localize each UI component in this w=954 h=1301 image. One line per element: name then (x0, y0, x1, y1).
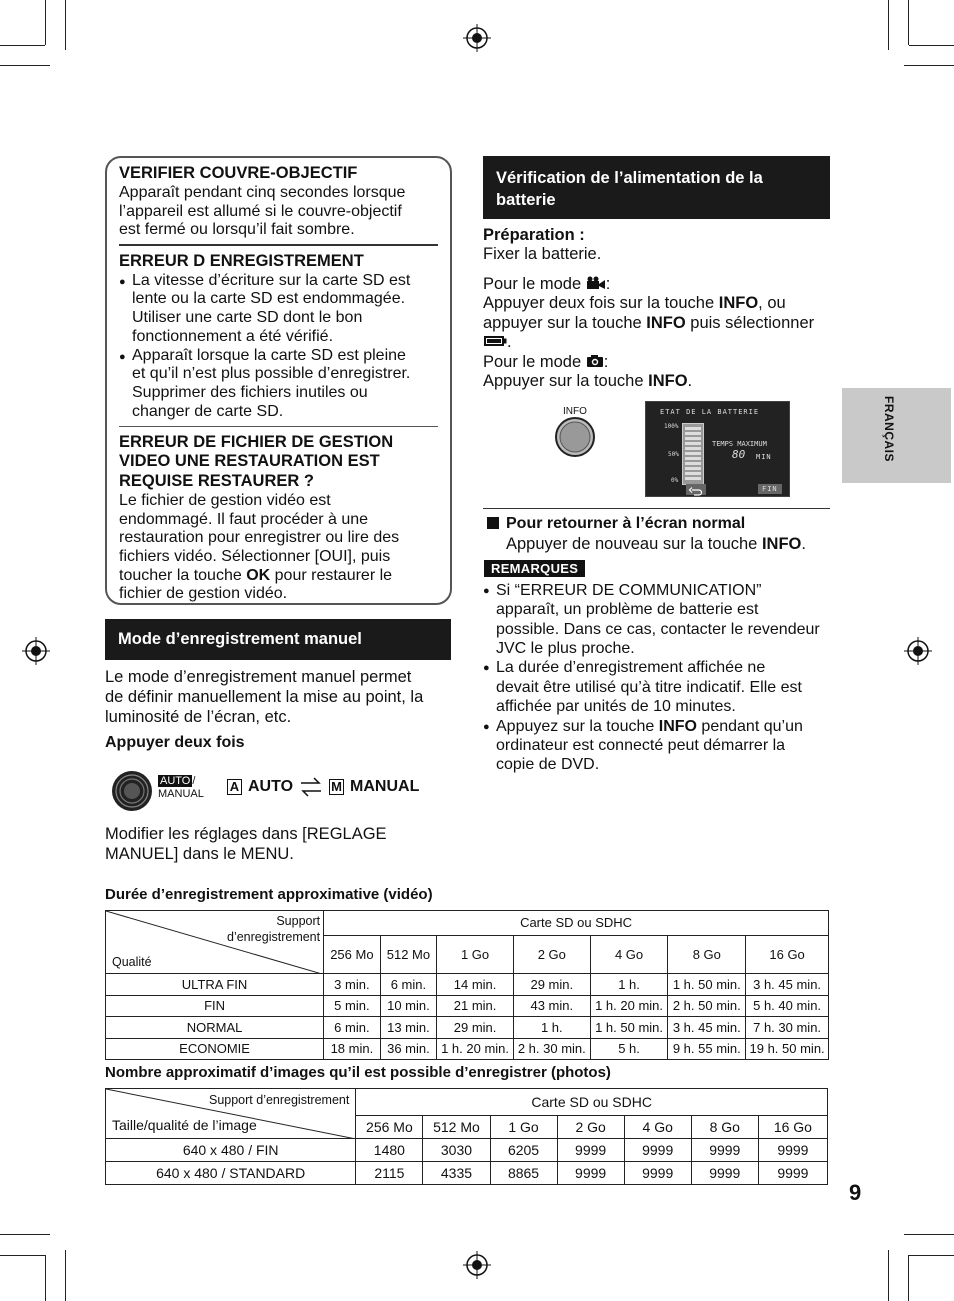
table-caption: Durée d’enregistrement approximative (vidéo) (105, 886, 433, 903)
column-header: 4 Go (590, 936, 668, 974)
text-span: Appuyez sur la touche (496, 717, 659, 735)
text-span: Appuyer deux fois sur la touche (483, 294, 719, 313)
text-span: toucher la touche (119, 566, 247, 584)
corner-cell (106, 911, 324, 974)
text-line: ● La vitesse d’écriture sur la carte SD est (132, 271, 411, 289)
row-label: 640 x 480 / FIN (106, 1139, 356, 1162)
text-line: Modifier les réglages dans [REGLAGE (105, 825, 387, 843)
ok-key-label: OK (246, 566, 271, 584)
column-header: 8 Go (668, 936, 746, 974)
crop-mark (0, 45, 45, 46)
section-heading (483, 156, 830, 219)
text-line: Le mode d’enregistrement manuel permet (105, 668, 412, 686)
text-line: de définir manuellement la mise au point, la (105, 687, 424, 706)
crop-mark (904, 1234, 954, 1235)
table-header-row (106, 1089, 828, 1116)
text-span: , ou (758, 294, 786, 313)
table-cell: 6205 (490, 1139, 557, 1162)
table-cell: 10 min. (380, 995, 437, 1017)
column-header: 2 Go (557, 1115, 624, 1138)
table-cell: 5 h. (590, 1038, 668, 1060)
text-line: changer de carte SD. (132, 402, 284, 420)
table-header-row (106, 911, 829, 936)
text-line: ● La durée d’enregistrement affichée ne (496, 659, 766, 677)
table-cell: 18 min. (324, 1038, 381, 1060)
text-line: ● Apparaît lorsque la carte SD est pleine (132, 346, 406, 364)
table-cell: 13 min. (380, 1017, 437, 1039)
auto-tag: AUTO (160, 775, 191, 787)
error-text (119, 184, 438, 240)
paragraph (105, 668, 451, 727)
instruction: Appuyer deux fois (105, 734, 245, 751)
text-line: restauration pour enregistrer ou lire des (119, 529, 400, 547)
square-bullet-icon (487, 517, 499, 529)
text-span: . (687, 372, 693, 391)
back-arrow-icon (686, 486, 706, 497)
text-line: Le fichier de gestion vidéo est (119, 491, 331, 509)
table-cell: 14 min. (437, 974, 514, 996)
error-title (119, 433, 438, 492)
battery-icon (483, 335, 507, 347)
table-cell: 7 h. 30 min. (746, 1017, 829, 1039)
text-line: REQUISE RESTAURER ? (119, 472, 314, 491)
prep-label: Préparation : (483, 226, 585, 244)
group-header: Carte SD ou SDHC (324, 911, 829, 936)
text-line: JVC le plus proche. (496, 640, 635, 658)
fin-button[interactable]: FIN (758, 484, 782, 494)
column-header: 512 Mo (380, 936, 437, 974)
registration-mark-icon (22, 637, 50, 665)
auto-manual-button-icon (110, 770, 155, 812)
text-span: . (801, 535, 806, 553)
table-cell: 29 min. (437, 1017, 514, 1039)
text-line: Support (276, 914, 321, 928)
table-cell: 9999 (557, 1162, 624, 1185)
battery-gauge (682, 423, 704, 485)
error-messages-box (105, 156, 452, 605)
text-line: d’enregistrement (227, 929, 321, 944)
table-cell: 5 h. 40 min. (746, 995, 829, 1017)
minutes-unit: MIN (756, 453, 772, 461)
text-line: MANUEL] dans le MENU. (105, 844, 294, 863)
divider (483, 508, 830, 509)
video-camera-icon (586, 276, 606, 290)
text-line: Apparaît pendant cinq secondes lorsque (119, 183, 406, 201)
text-span: appuyer sur la touche (483, 313, 647, 332)
column-header: 4 Go (624, 1115, 691, 1138)
language-tab (842, 388, 951, 483)
error-title: ERREUR D ENREGISTREMENT (119, 251, 364, 270)
table-cell: 1480 (356, 1139, 423, 1162)
text-line (506, 535, 806, 554)
column-header: 512 Mo (423, 1115, 490, 1138)
divider (119, 244, 438, 246)
text-line: Utiliser une carte SD dont le bon (132, 309, 363, 327)
bullet-item (483, 717, 833, 775)
table-cell: 6 min. (380, 974, 437, 996)
text-line: fonctionnement a été vérifié. (132, 327, 334, 345)
table-cell: 4335 (423, 1162, 490, 1185)
text-line: l’appareil est allumé si le couvre-objectif (119, 202, 402, 220)
table-cell: 21 min. (437, 995, 514, 1017)
text-line: fichier de gestion vidéo. (119, 585, 288, 603)
battery-instructions (483, 226, 830, 392)
text-line: fichiers vidéo. Sélectionner [OUI], puis (119, 548, 391, 566)
text-line: Vérification de l’alimentation de la (496, 169, 763, 187)
text-line: ordinateur est connecté peut démarrer la (496, 736, 786, 754)
toggle-arrows-icon (299, 777, 323, 797)
text-line (119, 567, 438, 586)
info-key-label: INFO (761, 535, 802, 553)
auto-manual-label (158, 776, 204, 800)
row-label: 640 x 480 / STANDARD (106, 1162, 356, 1185)
table-cell: 3030 (423, 1139, 490, 1162)
crop-mark (0, 1255, 45, 1256)
text-line: affichée par unités de 10 minutes. (496, 698, 736, 716)
crop-mark (909, 1255, 954, 1256)
bullet-item (483, 658, 833, 716)
table-cell: 1 h. 20 min. (437, 1038, 514, 1060)
table-cell: 9 h. 55 min. (668, 1038, 746, 1060)
text-span: : (603, 352, 609, 371)
crop-mark (65, 1250, 66, 1301)
manual-label: MANUAL (350, 777, 420, 795)
info-button-icon (553, 416, 597, 458)
table-cell: 2115 (356, 1162, 423, 1185)
table-cell: 9999 (557, 1139, 624, 1162)
group-header: Carte SD ou SDHC (356, 1089, 828, 1116)
corner-top-label (227, 914, 320, 945)
row-label: ECONOMIE (106, 1038, 324, 1060)
text-span: Appuyer de nouveau sur la touche (506, 535, 762, 553)
corner-cell (106, 1089, 356, 1139)
text-line (483, 333, 830, 352)
crop-mark (45, 1255, 46, 1301)
text-line: ERREUR DE FICHIER DE GESTION (119, 432, 394, 451)
text-line: est fermé ou lorsqu’il fait sombre. (119, 221, 355, 239)
text-line: copie de DVD. (496, 756, 600, 774)
text-line: endommagé. Il faut procéder à une (119, 510, 369, 528)
bullet-item (483, 581, 833, 658)
text-line: lente ou la carte SD est endommagée. (132, 290, 406, 308)
table-cell: 5 min. (324, 995, 381, 1017)
table-cell: 2 h. 50 min. (668, 995, 746, 1017)
max-time-label: TEMPS MAXIMUM (712, 440, 767, 448)
table-cell: 1 h. (590, 974, 668, 996)
text-span: : (605, 274, 611, 293)
level-label: 50% (668, 451, 679, 458)
level-label: 100% (664, 423, 679, 430)
subheading: Pour retourner à l’écran normal (506, 515, 746, 532)
crop-mark (909, 45, 954, 46)
text-span: . (507, 333, 512, 352)
column-header: 16 Go (746, 936, 829, 974)
table-cell: 29 min. (513, 974, 590, 996)
auto-label: AUTO (248, 777, 294, 795)
table-caption: Nombre approximatif d’images qu’il est possible d’enregistrer (photos) (105, 1064, 611, 1081)
screen-title: ETAT DE LA BATTERIE (660, 408, 760, 416)
error-text (119, 492, 438, 604)
level-label: 0% (671, 477, 679, 484)
text-line: Supprimer des fichiers inutiles ou (132, 384, 368, 402)
row-label: ULTRA FIN (106, 974, 324, 996)
minutes-value: 80 (732, 448, 746, 461)
table-cell: 3 h. 45 min. (746, 974, 829, 996)
crop-mark (888, 1250, 889, 1301)
text-line: luminosité de l’écran, etc. (105, 707, 292, 726)
mode-toggle-row (227, 777, 419, 797)
page-number: 9 (849, 1180, 862, 1205)
table-row (106, 1162, 828, 1185)
table-cell: 1 h. (513, 1017, 590, 1039)
battery-status-screen (645, 401, 790, 497)
text-line: apparaît, un problème de batterie est (496, 601, 759, 619)
corner-bottom-label: Taille/qualité de l’image (112, 1117, 257, 1134)
registration-mark-icon (463, 1251, 491, 1279)
manual-tag: MANUAL (158, 788, 204, 800)
registration-mark-icon (463, 24, 491, 52)
table-cell: 1 h. 50 min. (668, 974, 746, 996)
info-button-label: INFO (563, 406, 587, 417)
crop-mark (908, 1255, 909, 1301)
slash: / (192, 775, 196, 787)
bullet-item (119, 272, 438, 347)
text-line (483, 314, 830, 333)
column-header: 16 Go (758, 1115, 827, 1138)
table-cell: 1 h. 50 min. (590, 1017, 668, 1039)
column-header: 256 Mo (324, 936, 381, 974)
registration-mark-icon (904, 637, 932, 665)
back-button[interactable] (686, 484, 706, 495)
table-row (106, 974, 829, 996)
table-row (106, 1139, 828, 1162)
info-key-label: INFO (718, 294, 759, 313)
paragraph (105, 825, 451, 865)
text-line: batterie (496, 191, 556, 210)
crop-mark (908, 0, 909, 45)
text-span: puis sélectionner (685, 313, 815, 332)
table-cell: 9999 (758, 1139, 827, 1162)
table-cell: 1 h. 20 min. (590, 995, 668, 1017)
video-recording-table (105, 910, 829, 1060)
table-cell: 9999 (624, 1139, 691, 1162)
column-header: 1 Go (490, 1115, 557, 1138)
prep-text: Fixer la batterie. (483, 245, 602, 264)
photo-camera-icon (586, 354, 604, 368)
language-label: FRANÇAIS (882, 396, 897, 462)
crop-mark (904, 65, 954, 66)
table-row (106, 1017, 829, 1039)
crop-mark (0, 1234, 50, 1235)
corner-bottom-label: Qualité (112, 955, 152, 970)
auto-mode-icon: A (227, 779, 242, 795)
table-cell: 9999 (691, 1139, 758, 1162)
table-row (106, 1038, 829, 1060)
text-span: pendant qu’un (696, 717, 803, 735)
text-span: pour restaurer le (270, 566, 393, 584)
text-span: Pour le mode (483, 274, 582, 293)
text-line (483, 294, 830, 313)
text-line: VIDEO UNE RESTAURATION EST (119, 452, 380, 471)
remarks-list (483, 581, 833, 775)
table-cell: 6 min. (324, 1017, 381, 1039)
table-cell: 8865 (490, 1162, 557, 1185)
text-line: ● Si “ERREUR DE COMMUNICATION” (496, 582, 762, 599)
column-header: 8 Go (691, 1115, 758, 1138)
text-line: devait être utilisé qu’à titre indicatif. Elle est (496, 678, 802, 696)
table-cell: 43 min. (513, 995, 590, 1017)
table-cell: 9999 (624, 1162, 691, 1185)
crop-mark (45, 0, 46, 45)
remarks-label: REMARQUES (484, 560, 585, 577)
text-line: et qu’il n’est plus possible d’enregistrer. (132, 365, 411, 383)
info-key-label: INFO (658, 717, 697, 735)
table-cell: 9999 (758, 1162, 827, 1185)
section-heading: Mode d’enregistrement manuel (105, 619, 451, 660)
photo-recording-table (105, 1088, 828, 1185)
error-title: VERIFIER COUVRE-OBJECTIF (119, 164, 358, 182)
table-cell: 3 h. 45 min. (668, 1017, 746, 1039)
divider (119, 426, 438, 427)
table-row (106, 995, 829, 1017)
text-line (483, 353, 830, 372)
crop-mark (888, 0, 889, 50)
table-cell: 9999 (691, 1162, 758, 1185)
table-cell: 2 h. 30 min. (513, 1038, 590, 1060)
text-line (483, 372, 830, 391)
row-label: FIN (106, 995, 324, 1017)
column-header: 2 Go (513, 936, 590, 974)
row-label: NORMAL (106, 1017, 324, 1039)
manual-mode-icon: M (329, 779, 344, 795)
column-header: 1 Go (437, 936, 514, 974)
text-line: possible. Dans ce cas, contacter le revendeur (496, 620, 820, 638)
crop-mark (0, 65, 50, 66)
text-span: Appuyer sur la touche (483, 372, 649, 391)
table-cell: 19 h. 50 min. (746, 1038, 829, 1060)
info-key-label: INFO (648, 372, 688, 391)
info-key-label: INFO (646, 313, 686, 332)
crop-mark (65, 0, 66, 50)
corner-top-label: Support d’enregistrement (208, 1093, 350, 1107)
table-cell: 36 min. (380, 1038, 437, 1060)
table-cell: 3 min. (324, 974, 381, 996)
text-line (483, 275, 830, 294)
bullet-item (119, 347, 438, 422)
text-span: Pour le mode (483, 352, 582, 371)
text-line (496, 717, 833, 736)
column-header: 256 Mo (356, 1115, 423, 1138)
